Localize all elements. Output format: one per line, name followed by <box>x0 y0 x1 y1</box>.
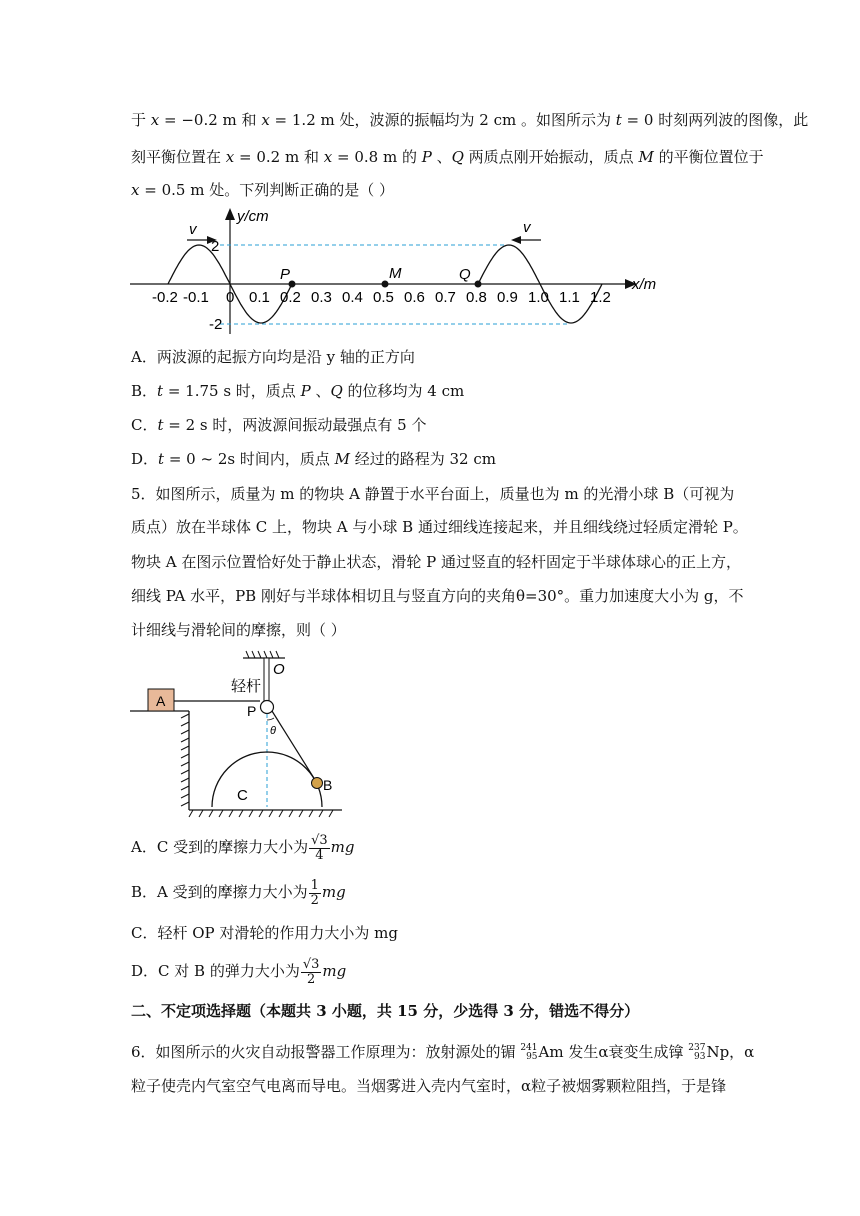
text: D．C 对 B 的弹力大小为 <box>131 962 300 980</box>
np-symbol: Np <box>706 1043 730 1061</box>
wall-hatch <box>181 714 189 806</box>
am-nuclide-numbers <box>520 1044 537 1062</box>
q5-option-a <box>131 832 354 863</box>
x-tick-label: 0.6 <box>404 289 425 306</box>
label-m: M <box>389 265 402 282</box>
y-tick-neg2: -2 <box>209 316 223 333</box>
am-symbol: Am <box>538 1043 564 1061</box>
denominator: 2 <box>306 971 316 987</box>
text: = 0.2 m 和 <box>234 148 324 166</box>
text: mg <box>330 838 355 856</box>
text: D． <box>131 450 159 468</box>
text: = 0 时刻两列波的图像，此 <box>621 111 809 129</box>
var-p: P <box>421 148 432 166</box>
numerator: 1 <box>310 877 319 893</box>
x-axis-label: x/m <box>632 276 657 293</box>
np-mass-number: 237 <box>688 1043 706 1053</box>
text: 于 <box>131 111 151 129</box>
var-m: M <box>638 148 654 166</box>
var-x: x <box>131 181 140 199</box>
var-t: t <box>615 111 622 129</box>
q4-option-d <box>131 449 496 469</box>
label-o: O <box>273 661 285 678</box>
var-t: t <box>157 382 164 400</box>
text: mg <box>322 962 347 980</box>
text: = 0 ~ 2s 时间内，质点 <box>164 450 335 468</box>
label-theta: θ <box>270 725 276 737</box>
np-atomic-number: 93 <box>693 1052 706 1062</box>
text: 发生α衰变生成镎 <box>563 1043 689 1061</box>
intro-line-2 <box>131 147 764 167</box>
velocity-label-right: v <box>523 219 531 236</box>
intro-line-1 <box>131 110 808 130</box>
np-nuclide-numbers <box>688 1044 705 1062</box>
var-x: x <box>225 148 235 166</box>
q5-option-b <box>131 877 346 908</box>
x-tick-label: 1.2 <box>590 289 611 306</box>
text: 经过的路程为 32 cm <box>349 450 496 468</box>
theta-arc <box>267 718 274 720</box>
var-q: Q <box>330 382 343 400</box>
var-x: x <box>323 148 333 166</box>
y-axis-label: y/cm <box>237 208 269 225</box>
text: 的位移均为 4 cm <box>342 382 465 400</box>
label-b: B <box>323 777 333 793</box>
am-atomic-number: 95 <box>526 1052 538 1062</box>
intro-line-3 <box>131 180 394 200</box>
x-tick-label: 0.3 <box>311 289 332 306</box>
label-rod: 轻杆 <box>231 678 262 695</box>
text: = 0.5 m 处。下列判断正确的是（ ） <box>139 181 394 199</box>
x-tick-label: 0 <box>226 289 235 306</box>
var-t: t <box>157 416 164 434</box>
label-q: Q <box>459 266 471 283</box>
left-arrow-icon <box>511 236 521 244</box>
light-rod <box>264 658 269 701</box>
x-tick-label: 0.5 <box>373 289 394 306</box>
label-p: P <box>280 266 291 283</box>
text: B． <box>131 382 158 400</box>
x-tick-label: 0.8 <box>466 289 487 306</box>
ceiling-hatch <box>246 651 279 658</box>
text: 的平衡位置位于 <box>653 148 764 166</box>
text: C． <box>131 416 158 434</box>
q5-option-c: C．轻杆 OP 对滑轮的作用力大小为 mg <box>131 924 398 942</box>
text: 、 <box>431 148 452 166</box>
var-x: x <box>261 111 270 129</box>
x-tick-labels <box>152 289 611 306</box>
text: = 2 s 时，两波源间振动最强点有 5 个 <box>163 416 427 434</box>
x-tick-label: 0.9 <box>497 289 518 306</box>
q4-option-b <box>131 381 464 401</box>
wave-figure <box>125 204 665 339</box>
text: = 0.8 m 的 <box>332 148 422 166</box>
am-mass-number: 241 <box>520 1043 538 1053</box>
q5-line-5: 计细线与滑轮间的摩擦，则（ ） <box>131 621 346 639</box>
text: = −0.2 m 和 <box>159 111 262 129</box>
text: B．A 受到的摩擦力大小为 <box>131 883 308 901</box>
var-p: P <box>300 382 311 400</box>
label-a: A <box>156 693 166 709</box>
x-tick-label: 0.7 <box>435 289 456 306</box>
var-m: M <box>334 450 350 468</box>
q6-line-1 <box>131 1039 754 1065</box>
x-tick-label: 1.1 <box>559 289 580 306</box>
x-tick-label: 1.0 <box>528 289 549 306</box>
q5-option-d <box>131 956 346 987</box>
numerator: √3 <box>311 832 328 848</box>
q5-line-2: 质点）放在半球体 C 上，物块 A 与小球 B 通过细线连接起来，并且细线绕过轻质定滑轮 P。 <box>131 518 748 536</box>
denominator: 2 <box>310 892 319 908</box>
fraction-sqrt3-over-4 <box>309 834 330 863</box>
q5-line-4: 细线 PA 水平，PB 刚好与半球体相切且与竖直方向的夹角θ=30°。重力加速度大小为 g，不 <box>131 587 744 605</box>
text: 两质点刚开始振动，质点 <box>463 148 639 166</box>
text: 6．如图所示的火灾自动报警器工作原理为：放射源处的镅 <box>131 1043 521 1061</box>
numerator: √3 <box>302 956 320 972</box>
pulley-p <box>261 701 274 714</box>
fraction-1-over-2 <box>309 879 321 908</box>
x-tick-label: -0.1 <box>183 289 209 306</box>
x-tick-label: 0.1 <box>249 289 270 306</box>
label-c: C <box>237 787 248 804</box>
y-arrow-icon <box>225 208 235 220</box>
label-p: P <box>247 703 257 719</box>
text: = 1.2 m 处，波源的振幅均为 2 cm 。如图所示为 <box>269 111 616 129</box>
point-q-dot <box>475 281 482 288</box>
section-2-heading: 二、不定项选择题（本题共 3 小题，共 15 分，少选得 3 分，错选不得分） <box>131 1002 640 1020</box>
q4-option-a <box>131 347 415 367</box>
velocity-label-left: v <box>189 221 197 238</box>
text: = 1.75 s 时，质点 <box>163 382 301 400</box>
pulley-figure <box>125 650 355 820</box>
point-m-dot <box>382 281 389 288</box>
x-tick-label: 0.4 <box>342 289 363 306</box>
text: A．C 受到的摩擦力大小为 <box>131 838 309 856</box>
var-q: Q <box>451 148 464 166</box>
x-tick-label: -0.2 <box>152 289 178 306</box>
x-tick-label: 0.2 <box>280 289 301 306</box>
q6-line-2: 粒子使壳内气室空气电离而导电。当烟雾进入壳内气室时，α粒子被烟雾颗粒阻挡，于是锋 <box>131 1077 727 1095</box>
ball-b <box>312 778 323 789</box>
wave-graph <box>130 208 637 334</box>
q5-line-3: 物块 A 在图示位置恰好处于静止状态，滑轮 P 通过竖直的轻杆固定于半球体球心的正上方， <box>131 553 742 571</box>
q5-line-1: 5．如图所示，质量为 m 的物块 A 静置于水平台面上，质量也为 m 的光滑小球 B（可视为 <box>131 485 735 503</box>
var-t: t <box>158 450 165 468</box>
q4-option-c <box>131 415 426 435</box>
fraction-sqrt3-over-2 <box>301 958 322 987</box>
y-tick-2: 2 <box>211 238 220 255</box>
denominator: 4 <box>315 847 324 863</box>
text: mg <box>321 883 346 901</box>
ground-hatch <box>189 810 333 817</box>
option-text: A．两波源的起振方向均是沿 y 轴的正方向 <box>131 348 415 366</box>
text: 、 <box>310 382 331 400</box>
text: 刻平衡位置在 <box>131 148 226 166</box>
var-x: x <box>150 111 160 129</box>
text: ，α <box>729 1043 755 1061</box>
